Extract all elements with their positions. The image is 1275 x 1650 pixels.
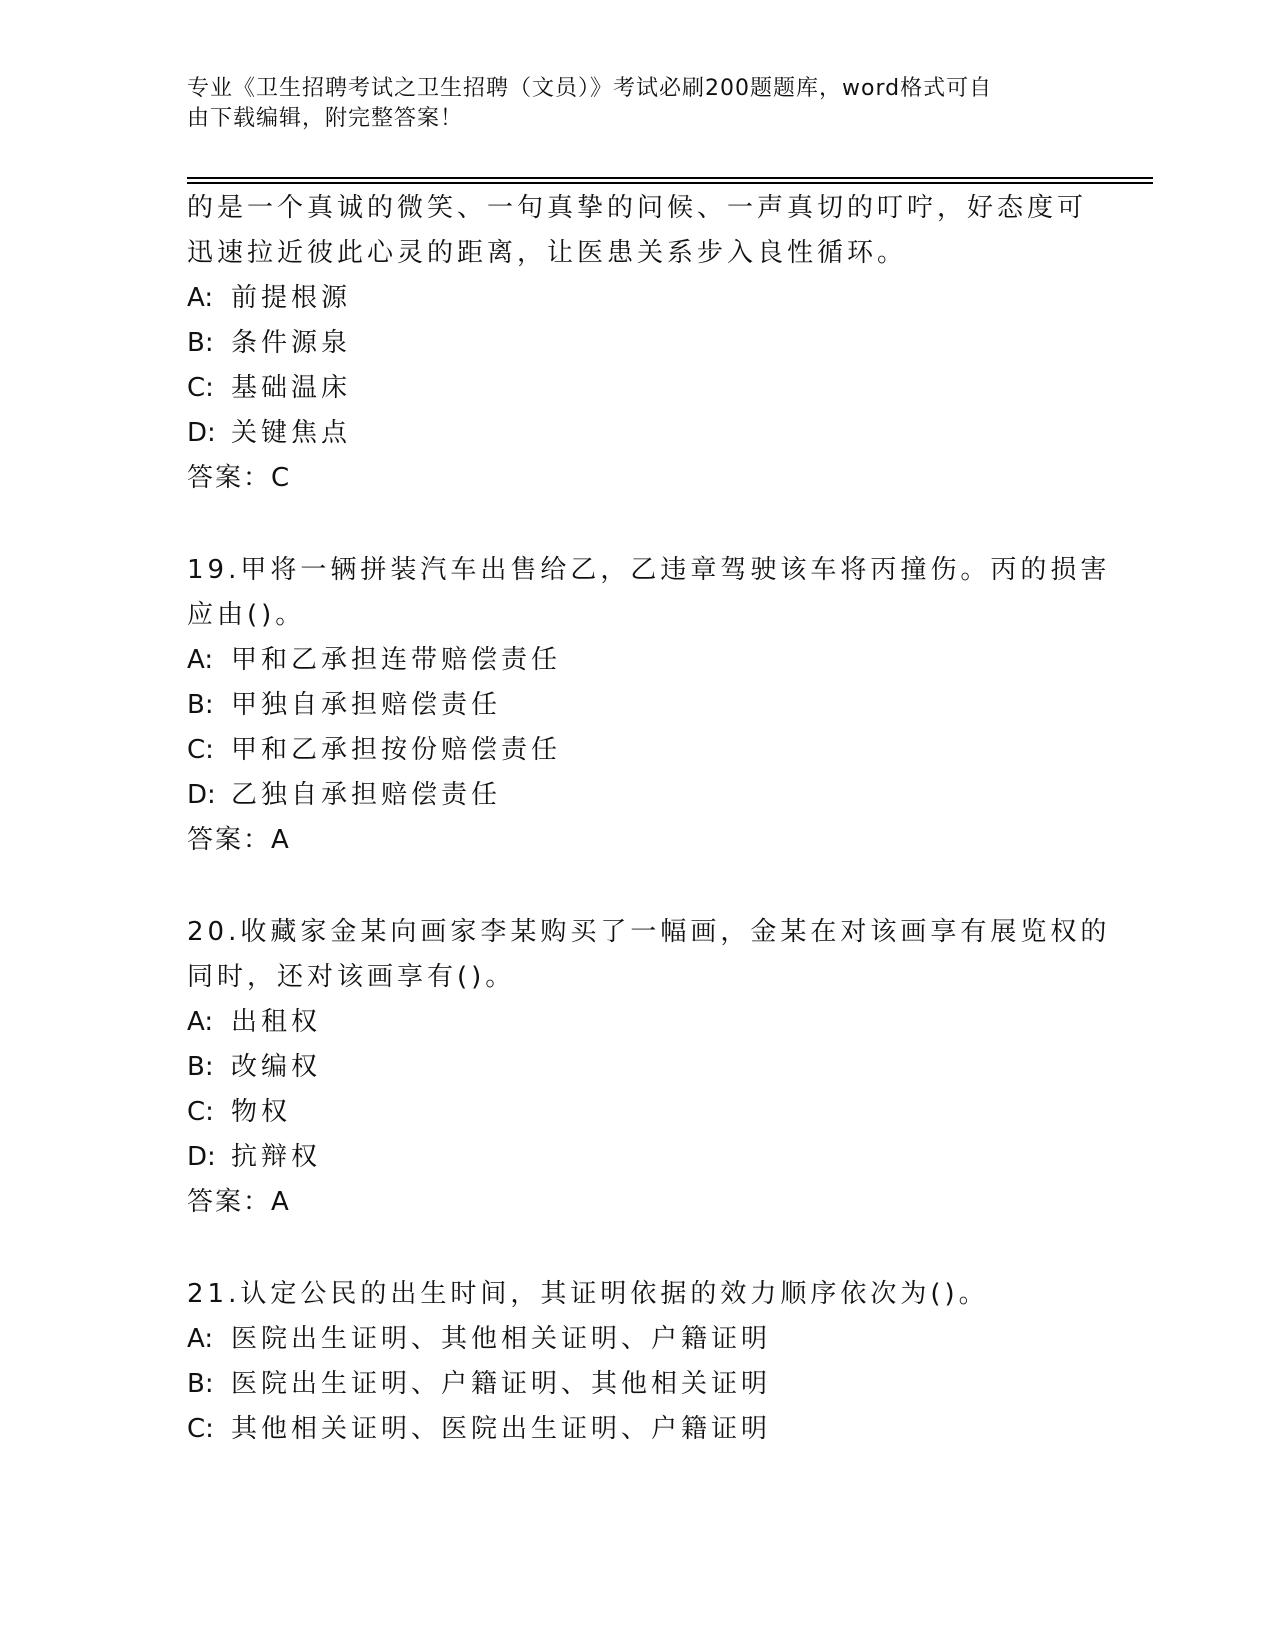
question-text-line: 21.认定公民的出生时间，其证明依据的效力顺序依次为()。 (187, 1279, 989, 1309)
option-text: 甲和乙承担按份赔偿责任 (231, 735, 562, 765)
answer-line: 答案：C (187, 463, 292, 493)
header-divider-top (187, 177, 1153, 179)
option-text: 改编权 (231, 1052, 322, 1082)
question-text-line: 迅速拉近彼此心灵的距离，让医患关系步入良性循环。 (187, 238, 908, 268)
option-text: 关键焦点 (231, 418, 352, 448)
option-b (187, 1045, 1087, 1090)
option-text: 条件源泉 (231, 328, 352, 358)
option-key: A: (187, 645, 214, 675)
option-key: D: (187, 418, 216, 448)
option-d (187, 773, 1087, 818)
option-d (187, 1135, 1087, 1180)
option-text: 物权 (231, 1097, 292, 1127)
header-line-2: 由下载编辑，附完整答案！ (187, 106, 464, 131)
option-text: 医院出生证明、其他相关证明、户籍证明 (231, 1324, 772, 1354)
spacer (187, 501, 1087, 548)
option-key: B: (187, 1369, 214, 1399)
option-text: 其他相关证明、医院出生证明、户籍证明 (231, 1414, 772, 1444)
option-b (187, 683, 1087, 728)
option-a (187, 1317, 1087, 1362)
option-a (187, 638, 1087, 683)
option-text: 抗辩权 (231, 1142, 322, 1172)
option-key: B: (187, 690, 214, 720)
question-block-21 (187, 1272, 1087, 1452)
option-key: D: (187, 780, 216, 810)
option-key: C: (187, 373, 214, 403)
option-key: A: (187, 1324, 214, 1354)
option-b (187, 1362, 1087, 1407)
option-text: 甲独自承担赔偿责任 (231, 690, 502, 720)
option-key: A: (187, 283, 214, 313)
option-text: 前提根源 (231, 283, 352, 313)
question-content (187, 186, 1111, 1452)
question-text-line: 应由()。 (187, 600, 306, 630)
option-text: 甲和乙承担连带赔偿责任 (231, 645, 562, 675)
document-header (187, 74, 1067, 134)
option-a (187, 276, 1087, 321)
answer-line: 答案：A (187, 1187, 291, 1217)
option-key: D: (187, 1142, 216, 1172)
question-text-line: 20.收藏家金某向画家李某购买了一幅画，金某在对该画享有展览权的 (187, 917, 1111, 947)
question-text-line: 19.甲将一辆拼装汽车出售给乙，乙违章驾驶该车将丙撞伤。丙的损害 (187, 555, 1111, 585)
option-key: C: (187, 1097, 214, 1127)
option-a (187, 1000, 1087, 1045)
spacer (187, 863, 1087, 910)
question-text-line: 同时，还对该画享有()。 (187, 962, 516, 992)
header-divider-bottom (187, 182, 1153, 184)
option-text: 乙独自承担赔偿责任 (231, 780, 502, 810)
answer-line: 答案：A (187, 825, 291, 855)
question-text-line: 的是一个真诚的微笑、一句真挚的问候、一声真切的叮咛，好态度可 (187, 193, 1088, 223)
option-key: C: (187, 1414, 214, 1444)
question-block-continued (187, 186, 1087, 501)
spacer (187, 1225, 1087, 1272)
option-d (187, 411, 1087, 456)
header-line-1: 专业《卫生招聘考试之卫生招聘（文员）》考试必刷200题题库，word格式可自 (187, 76, 993, 101)
question-block-19 (187, 548, 1111, 863)
option-key: C: (187, 735, 214, 765)
option-text: 基础温床 (231, 373, 352, 403)
question-block-20 (187, 910, 1111, 1225)
option-key: A: (187, 1007, 214, 1037)
option-b (187, 321, 1087, 366)
option-c (187, 1090, 1087, 1135)
option-c (187, 728, 1087, 773)
option-key: B: (187, 1052, 214, 1082)
option-text: 医院出生证明、户籍证明、其他相关证明 (231, 1369, 772, 1399)
option-c (187, 1407, 1087, 1452)
option-text: 出租权 (231, 1007, 322, 1037)
option-c (187, 366, 1087, 411)
option-key: B: (187, 328, 214, 358)
